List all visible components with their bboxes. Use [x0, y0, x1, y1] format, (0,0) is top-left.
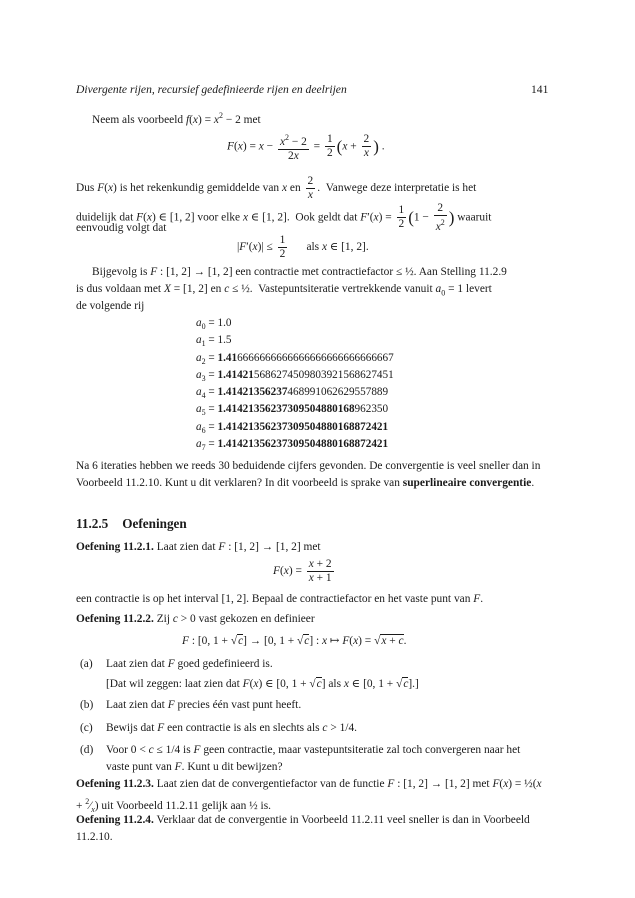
exercise-11-2-1: Oefening 11.2.1. Laat zien dat F : [1, 2] → [1, 2] met: [76, 541, 321, 553]
paragraph-contraction: Bijgevolg is F : [1, 2] → [1, 2] een contractie met contractiefactor ≤ ½. Aan Stelling 11.2.9: [92, 266, 507, 278]
section-heading: 11.2.5 Oefeningen: [76, 516, 187, 531]
paragraph-intro: Neem als voorbeeld $f(x) = x^2 - 2$ met: [92, 111, 261, 126]
paragraph-convergence: Na 6 iteraties hebben we reeds 30 beduidende cijfers gevonden. De convergentie is veel sneller dan in Voorbeeld 11.2.10. Kunt u dit verklaren? In dit voorbeeld is sprake van superlineaire convergentie.: [76, 460, 541, 489]
paragraph-derivative: duidelijk dat F(x) ∈ [1, 2] voor elke x ∈ [1, 2]. Ook geldt dat F′(x) = $\frac{1}{2}$ (1 − $\frac{2}{x^2}$ ) waaruit: [76, 202, 492, 233]
exercise-item-a: (a) Laat zien dat F goed gedefinieerd is. [Dat wil zeggen: laat zien dat F(x) ∈ [0, 1 + √c] als x ∈ [0, 1 + √c].]: [80, 658, 419, 690]
equation-F: F(x) = x − $\frac{x^2 - 2}{2x}$ = $\frac{1}{2}$ (x + $\frac{2}{x}$ ) .: [227, 133, 385, 162]
exercise-11-2-4: Oefening 11.2.4. Verklaar dat de convergentie in Voorbeeld 11.2.11 veel sneller is dan in Voorbeeld 11.2.10.: [76, 814, 530, 843]
sequence-row: $a_3 = 1.414215686274509803921568627451$: [196, 368, 394, 384]
sequence-row: $a_2 = 1.416666666666666666666666666667$: [196, 351, 394, 366]
sequence-row: $a_4 = 1.41421356237468991062629557889$: [196, 386, 389, 401]
sequence-row: $a_5 = 1.41421356237309504880168962350$: [196, 403, 389, 418]
sequence-row: $a_6 = 1.41421356237309504880168872421$: [196, 420, 389, 436]
paragraph-sequence-intro: de volgende rij: [76, 300, 145, 312]
paragraph-iteration: is dus voldaan met X = [1, 2] en c ≤ ½. Vastepuntsiteratie vertrekkende vanuit $a_0 = 1$ levert: [76, 283, 492, 298]
sequence-row: $a_0 = 1.0$: [196, 317, 232, 332]
exercise-item-b: (b) Laat zien dat F precies één vast punt heeft.: [80, 699, 302, 711]
exercise-11-2-1-tail: een contractie is op het interval [1, 2]. Bepaal de contractiefactor en het vaste punt van F.: [76, 593, 484, 605]
equation-bound: |F′(x)| ≤ $\frac{1}{2}$ als x ∈ [1, 2].: [237, 234, 369, 260]
exercise-11-2-2: Oefening 11.2.2. Zij c > 0 vast gekozen en definieer: [76, 613, 315, 625]
paragraph-mean: Dus F(x) is het rekenkundig gemiddelde van x en $\frac{2}{x}$ . Vanwege deze interpretatie is het: [76, 175, 477, 201]
sequence-row: $a_1 = 1.5$: [196, 334, 232, 349]
exercise-11-2-3: Oefening 11.2.3. Laat zien dat de convergentiefactor van de functie F : [1, 2] → [1, 2] met F(x) = ½(x + $^2⁄_x$) uit Voorbeeld 11.2.11 gelijk aan ½ is.: [76, 778, 542, 815]
running-title: Divergente rijen, recursief gedefinieerde rijen en deelrijen: [76, 83, 347, 96]
equation-ex1: F(x) = $\frac{x + 2}{x + 1}$: [273, 558, 332, 584]
equation-ex2: F : [0, 1 + √c] → [0, 1 + √c] : x ↦ F(x) = √x + c.: [182, 635, 407, 647]
paragraph-follows: eenvoudig volgt dat: [76, 222, 167, 234]
exercise-item-d: (d) Voor 0 < c ≤ 1/4 is F geen contractie, maar vastepuntsiteratie zal toch convergeren naar het vaste punt van F. Kunt u dit bewijzen?: [80, 744, 521, 773]
exercise-item-c: (c) Bewijs dat F een contractie is als en slechts als c > 1/4.: [80, 722, 357, 734]
page-number: 141: [531, 83, 549, 96]
iteration-sequence: [196, 315, 394, 453]
sequence-row: $a_7 = 1.41421356237309504880168872421$: [196, 438, 389, 453]
